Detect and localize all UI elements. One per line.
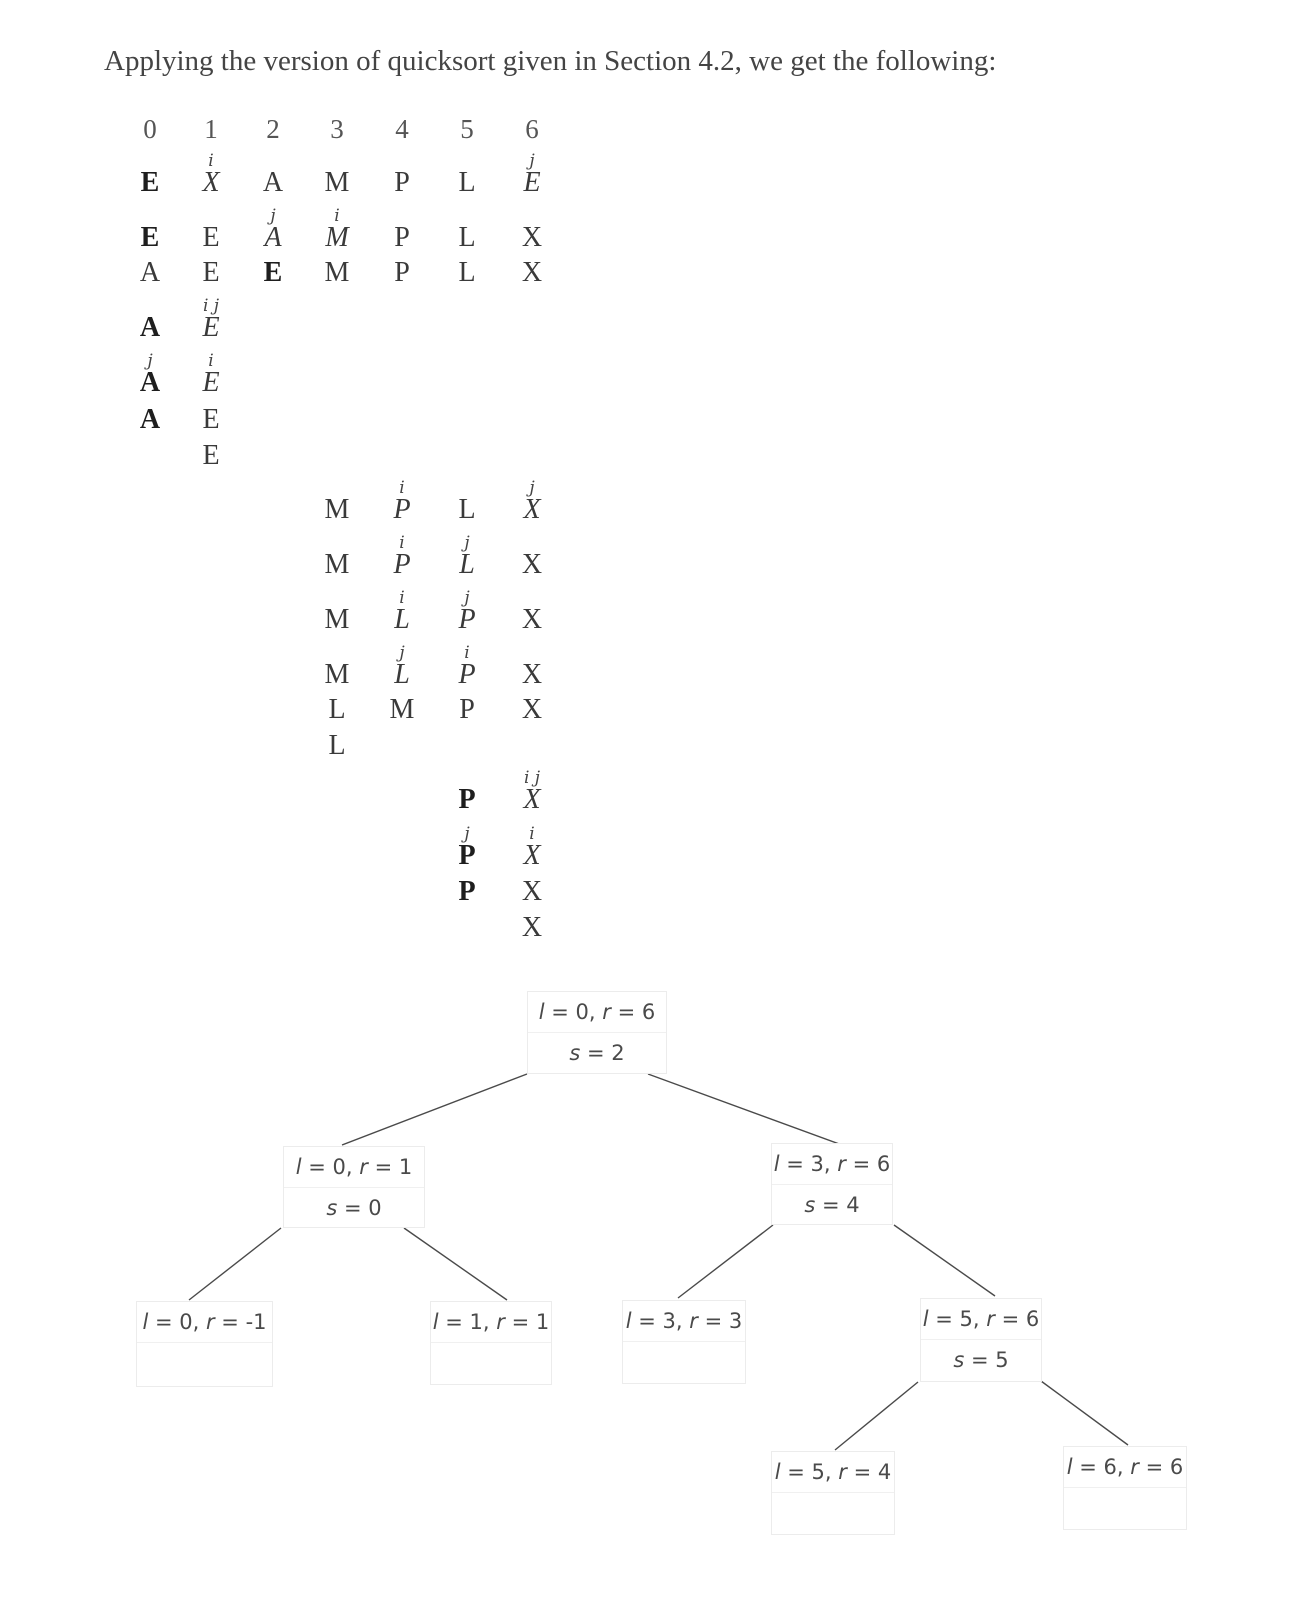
array-cell: M (324, 257, 350, 288)
tree-node (1063, 1446, 1187, 1530)
node-r-value: 1 (398, 1155, 413, 1179)
array-cell: M (324, 659, 350, 690)
pointer-marker: i (399, 533, 405, 553)
node-split: s = 5 (921, 1339, 1041, 1380)
array-cell: M (324, 604, 350, 635)
pointer-marker: j (529, 478, 535, 498)
array-cell: P (394, 257, 410, 288)
node-split: s = 4 (772, 1184, 892, 1225)
node-split (431, 1342, 551, 1383)
tree-node (527, 991, 667, 1074)
tree-edge (342, 1074, 527, 1145)
node-range: l = 3, r = 6 (773, 1152, 891, 1176)
array-cell: L (458, 257, 476, 288)
pointer-marker: j (270, 206, 276, 226)
tree-node (430, 1301, 552, 1385)
array-cell: P (458, 604, 476, 635)
array-cell: P (458, 840, 476, 871)
array-cell: P (394, 222, 410, 253)
array-cell: A (139, 312, 161, 343)
tree-node (771, 1451, 895, 1535)
node-range: l = 0, r = 1 (295, 1155, 413, 1179)
array-cell: L (459, 549, 475, 580)
array-cell: A (262, 167, 284, 198)
node-l-value: 5 (811, 1460, 825, 1484)
node-r-value: 3 (728, 1309, 743, 1333)
pointer-marker: j (529, 151, 535, 171)
node-s-value: 0 (368, 1196, 382, 1220)
pointer-marker: i (529, 824, 535, 844)
array-cell: X (202, 167, 220, 198)
pointer-marker: j (464, 588, 470, 608)
array-cell: X (521, 604, 543, 635)
node-s-value: 4 (846, 1193, 860, 1217)
pointer-marker: i (464, 643, 470, 663)
array-cell: L (458, 494, 476, 525)
node-r-value: 4 (877, 1460, 892, 1484)
tree-edge (1041, 1381, 1128, 1445)
array-cell: L (328, 730, 346, 761)
node-r-value: 1 (535, 1310, 550, 1334)
tree-edge (404, 1228, 507, 1300)
node-s-value: 5 (995, 1348, 1009, 1372)
node-r-value: 6 (641, 1000, 656, 1024)
array-cell: L (458, 167, 476, 198)
array-cell: X (521, 659, 543, 690)
pointer-marker: j (399, 643, 405, 663)
node-l-value: 6 (1103, 1455, 1117, 1479)
node-r-value: 6 (1025, 1307, 1040, 1331)
array-cell: E (202, 440, 220, 471)
array-cell: X (521, 694, 543, 725)
array-cell: X (523, 840, 541, 871)
node-split: s = 2 (528, 1032, 666, 1073)
pointer-marker: j (464, 533, 470, 553)
pointer-marker: j (464, 824, 470, 844)
column-index: 5 (460, 114, 474, 144)
node-range: l = 5, r = 6 (922, 1307, 1040, 1331)
tree-node (136, 1301, 273, 1387)
array-cell: L (328, 694, 346, 725)
pointer-marker: i (399, 588, 405, 608)
array-cell: E (202, 404, 220, 435)
tree-node (622, 1300, 746, 1384)
array-cell: X (521, 549, 543, 580)
array-cell: P (459, 694, 475, 725)
array-cell: X (523, 784, 541, 815)
node-s-value: 2 (611, 1041, 625, 1065)
node-l-value: 0 (179, 1310, 193, 1334)
node-split (1064, 1487, 1186, 1528)
node-r-value: -1 (245, 1310, 267, 1334)
array-cell: E (523, 167, 541, 198)
pointer-marker: i j (523, 768, 541, 788)
array-cell: L (458, 222, 476, 253)
array-cell: M (325, 222, 349, 253)
array-cell: E (202, 312, 220, 343)
tree-edge (189, 1228, 281, 1300)
array-cell: E (202, 222, 220, 253)
column-index: 4 (395, 114, 409, 144)
column-index: 3 (330, 114, 344, 144)
array-cell: A (139, 367, 161, 398)
array-cell: L (394, 604, 410, 635)
array-cell: E (140, 167, 160, 198)
node-r-value: 6 (1169, 1455, 1184, 1479)
array-cell: E (202, 367, 220, 398)
node-split (137, 1342, 272, 1383)
tree-edge (648, 1074, 842, 1145)
node-range: l = 5, r = 4 (774, 1460, 892, 1484)
array-cell: A (139, 404, 161, 435)
array-cell: E (263, 257, 283, 288)
node-r-value: 6 (876, 1152, 891, 1176)
pointer-marker: i (208, 151, 214, 171)
array-cell: P (458, 784, 476, 815)
array-cell: X (521, 257, 543, 288)
tree-node (771, 1143, 893, 1225)
array-cell: A (264, 222, 282, 253)
pointer-marker: i (208, 351, 214, 371)
array-cell: X (521, 912, 543, 943)
array-cell: X (521, 222, 543, 253)
node-split: s = 0 (284, 1187, 424, 1228)
array-cell: L (394, 659, 410, 690)
array-cell: M (324, 549, 350, 580)
array-cell: M (389, 694, 415, 725)
array-cell: E (202, 257, 220, 288)
tree-edge (835, 1382, 918, 1450)
column-index: 0 (143, 114, 157, 144)
pointer-marker: i j (202, 296, 220, 316)
intro-paragraph: Applying the version of quicksort given in Section 4.2, we get the following: (104, 45, 997, 77)
node-l-value: 3 (662, 1309, 676, 1333)
node-range: l = 0, r = -1 (142, 1310, 267, 1334)
pointer-marker: i (399, 478, 405, 498)
array-cell: A (139, 257, 161, 288)
node-range: l = 3, r = 3 (625, 1309, 743, 1333)
node-split (772, 1492, 894, 1533)
pointer-marker: j (147, 351, 153, 371)
node-range: l = 1, r = 1 (432, 1310, 550, 1334)
array-cell: E (140, 222, 160, 253)
node-l-value: 0 (332, 1155, 346, 1179)
node-l-value: 3 (810, 1152, 824, 1176)
tree-node (283, 1146, 425, 1228)
node-l-value: 1 (469, 1310, 483, 1334)
array-cell: P (458, 876, 476, 907)
array-cell: X (521, 876, 543, 907)
array-cell: P (393, 494, 411, 525)
array-cell: P (458, 659, 476, 690)
node-l-value: 5 (959, 1307, 973, 1331)
column-index: 1 (204, 114, 218, 144)
tree-node (920, 1298, 1042, 1382)
node-range: l = 6, r = 6 (1066, 1455, 1184, 1479)
column-index: 2 (266, 114, 280, 144)
tree-edge (678, 1225, 773, 1298)
array-cell: M (324, 167, 350, 198)
array-cell: X (523, 494, 541, 525)
node-range: l = 0, r = 6 (538, 1000, 656, 1024)
node-l-value: 0 (575, 1000, 589, 1024)
array-cell: P (394, 167, 410, 198)
column-index: 6 (525, 114, 539, 144)
node-split (623, 1341, 745, 1382)
array-cell: P (393, 549, 411, 580)
tree-edge (894, 1225, 995, 1296)
pointer-marker: i (334, 206, 340, 226)
array-cell: M (324, 494, 350, 525)
